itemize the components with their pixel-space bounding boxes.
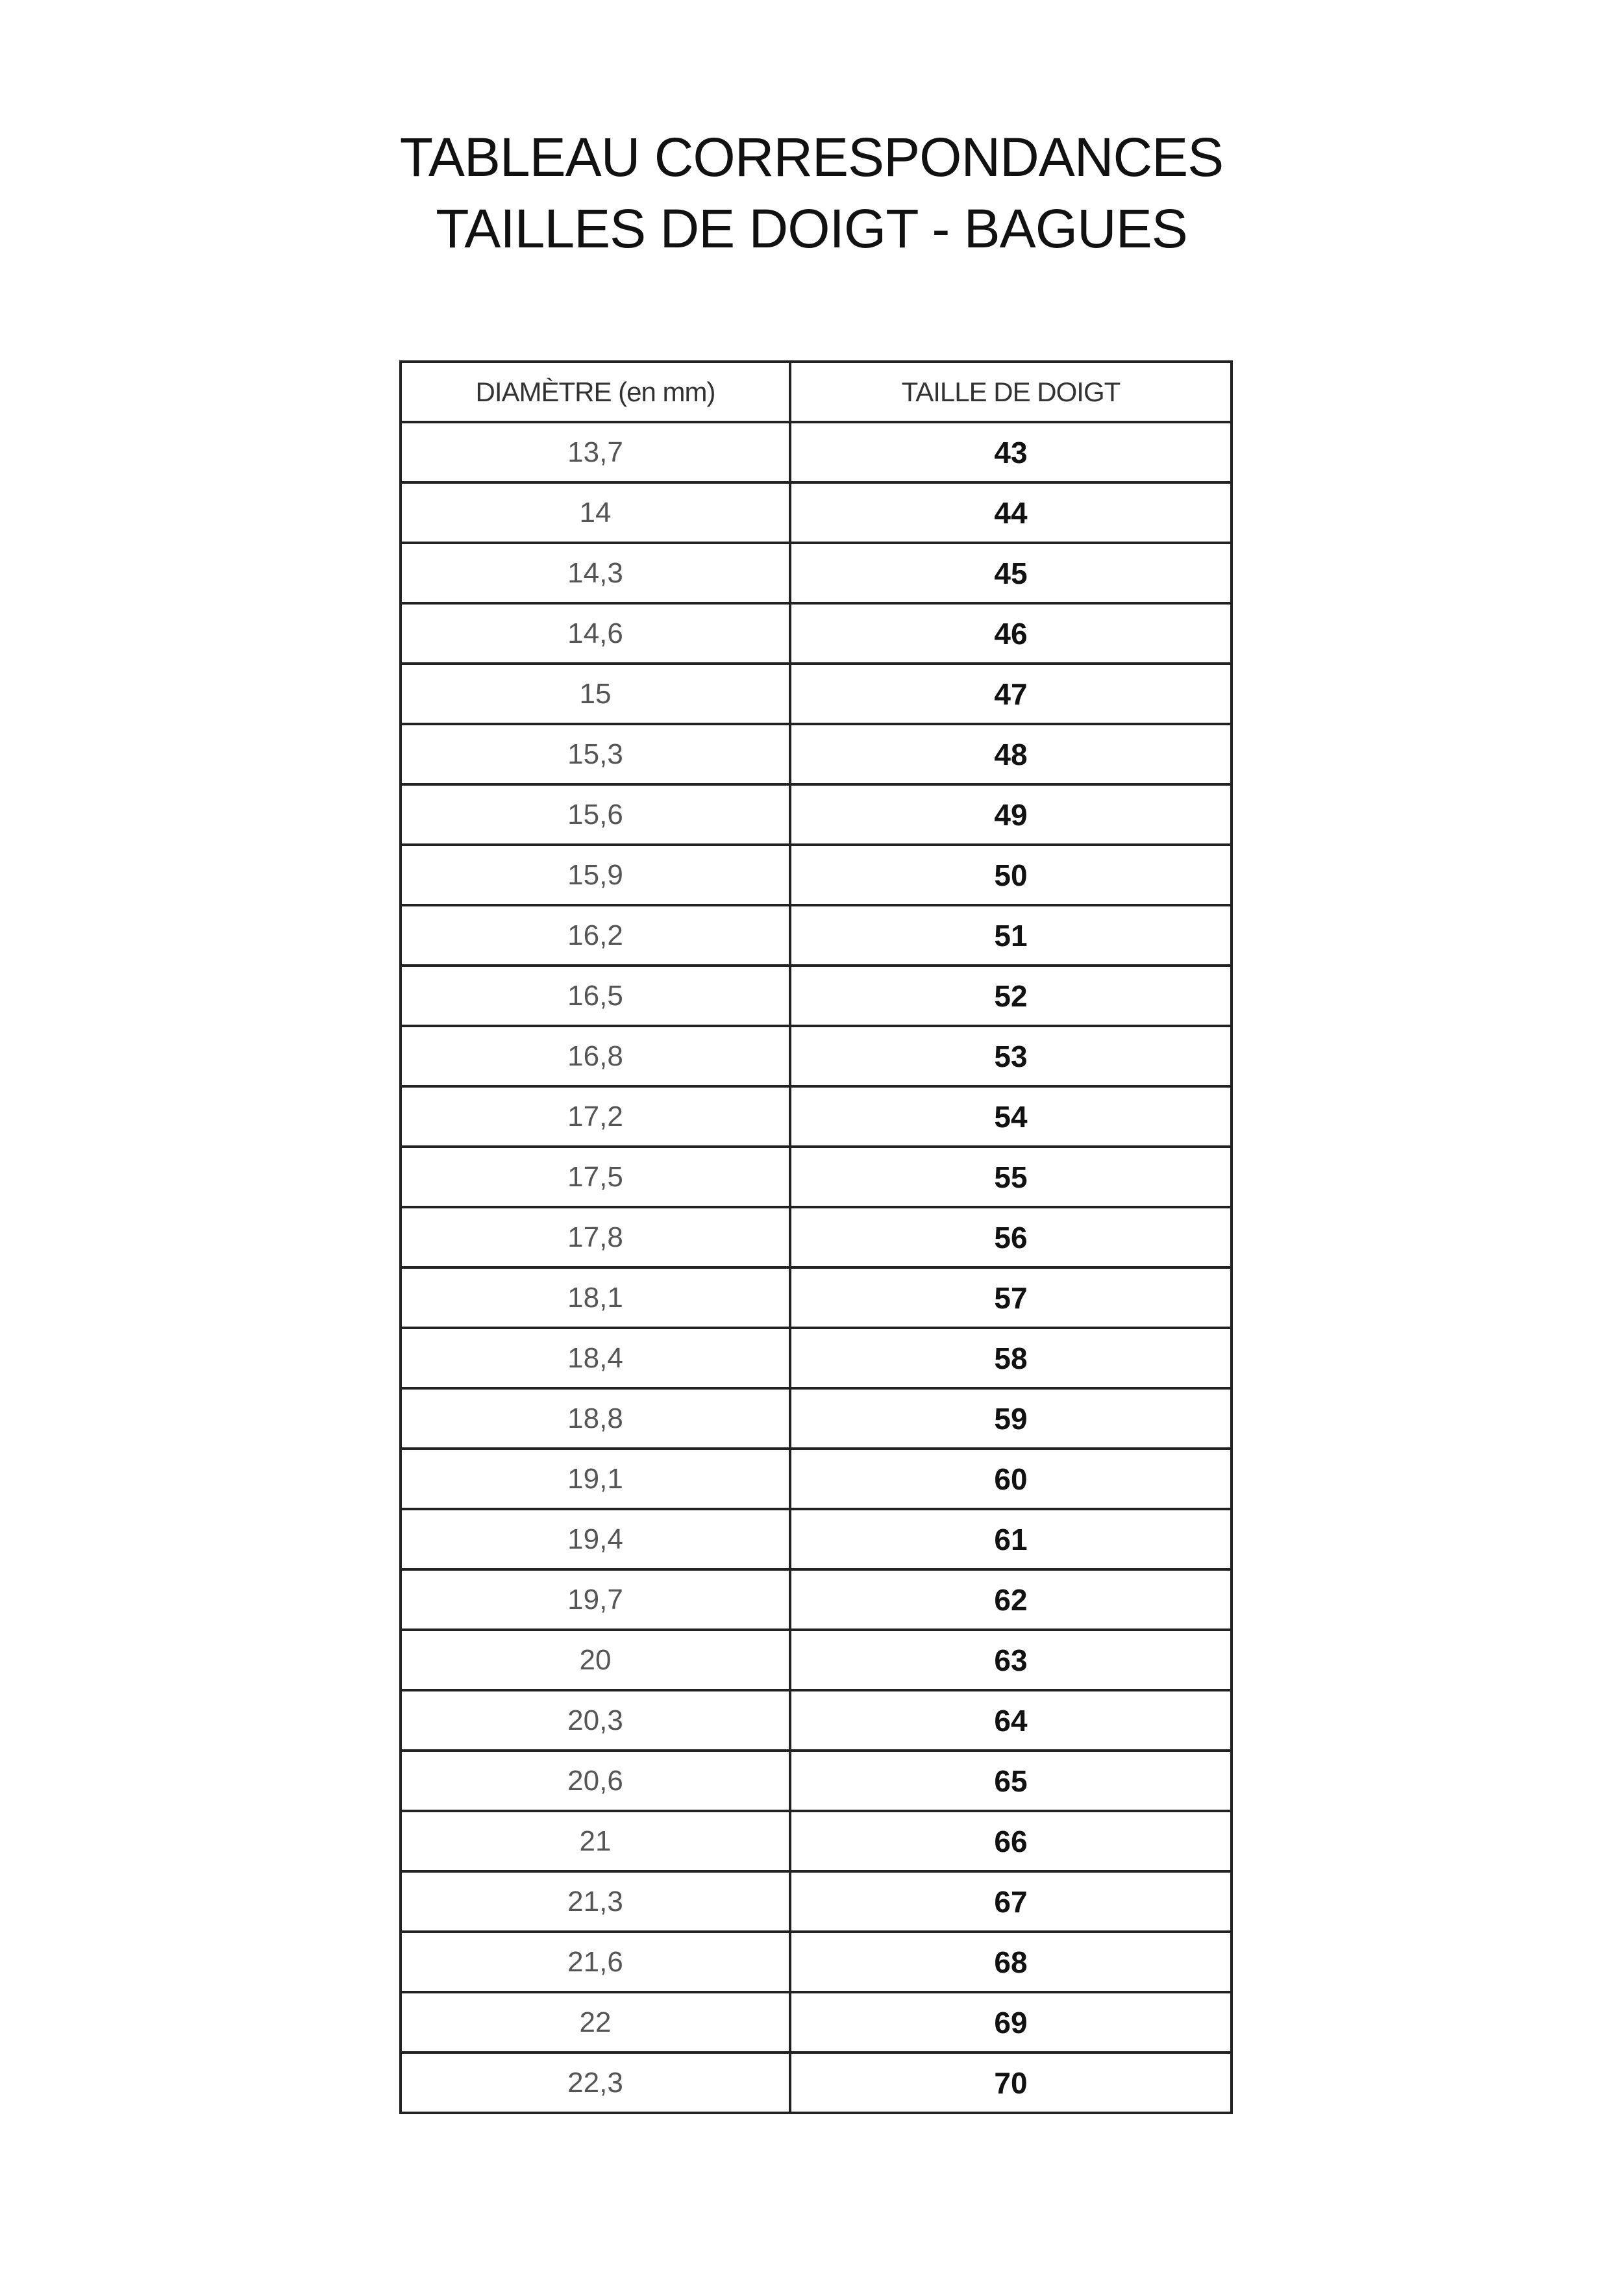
diameter-cell: 18,4 [401,1328,790,1388]
diameter-cell: 20 [401,1630,790,1690]
finger-size-cell: 45 [790,543,1232,603]
diameter-cell: 20,6 [401,1751,790,1811]
table-row [401,543,1232,603]
finger-size-cell: 43 [790,422,1232,482]
diameter-cell: 19,1 [401,1449,790,1509]
finger-size-cell: 69 [790,1992,1232,2053]
finger-size-cell: 66 [790,1811,1232,1871]
table-row [401,845,1232,905]
table-row [401,1992,1232,2053]
finger-size-cell: 65 [790,1751,1232,1811]
finger-size-cell: 62 [790,1569,1232,1630]
column-header-diameter: DIAMÈTRE (en mm) [401,362,790,422]
table-row [401,1267,1232,1328]
finger-size-cell: 52 [790,966,1232,1026]
diameter-cell: 14,6 [401,603,790,664]
table-row [401,1147,1232,1207]
finger-size-cell: 54 [790,1086,1232,1147]
finger-size-cell: 61 [790,1509,1232,1569]
table-row [401,1388,1232,1449]
finger-size-cell: 56 [790,1207,1232,1267]
diameter-cell: 14 [401,482,790,543]
finger-size-cell: 58 [790,1328,1232,1388]
diameter-cell: 15,6 [401,784,790,845]
table-row [401,1751,1232,1811]
finger-size-cell: 67 [790,1871,1232,1932]
finger-size-cell: 49 [790,784,1232,845]
table-row [401,1026,1232,1086]
table-row [401,1509,1232,1569]
table-row [401,1328,1232,1388]
diameter-cell: 14,3 [401,543,790,603]
finger-size-cell: 60 [790,1449,1232,1509]
table-row [401,1207,1232,1267]
diameter-cell: 21,3 [401,1871,790,1932]
table-row [401,482,1232,543]
finger-size-cell: 50 [790,845,1232,905]
diameter-cell: 19,7 [401,1569,790,1630]
table-row [401,784,1232,845]
table-row [401,1932,1232,1992]
diameter-cell: 16,2 [401,905,790,966]
diameter-cell: 17,2 [401,1086,790,1147]
table-header-row [401,362,1232,422]
diameter-cell: 22 [401,1992,790,2053]
table-row [401,1871,1232,1932]
finger-size-cell: 57 [790,1267,1232,1328]
diameter-cell: 17,8 [401,1207,790,1267]
finger-size-cell: 68 [790,1932,1232,1992]
table-row [401,905,1232,966]
diameter-cell: 16,5 [401,966,790,1026]
page-title-line-1: TABLEAU CORRESPONDANCES [399,127,1224,188]
finger-size-cell: 63 [790,1630,1232,1690]
diameter-cell: 20,3 [401,1690,790,1751]
finger-size-cell: 53 [790,1026,1232,1086]
ring-size-table [399,360,1233,2114]
finger-size-cell: 70 [790,2053,1232,2113]
finger-size-cell: 55 [790,1147,1232,1207]
table-row [401,1811,1232,1871]
page-title-line-2: TAILLES DE DOIGT - BAGUES [436,198,1187,259]
diameter-cell: 15,9 [401,845,790,905]
finger-size-cell: 59 [790,1388,1232,1449]
finger-size-cell: 51 [790,905,1232,966]
diameter-cell: 15,3 [401,724,790,784]
table-row [401,603,1232,664]
finger-size-cell: 48 [790,724,1232,784]
diameter-cell: 17,5 [401,1147,790,1207]
table-row [401,1690,1232,1751]
table-row [401,724,1232,784]
table-row [401,1086,1232,1147]
table-row [401,422,1232,482]
finger-size-cell: 46 [790,603,1232,664]
diameter-cell: 13,7 [401,422,790,482]
table-row [401,966,1232,1026]
diameter-cell: 15 [401,664,790,724]
diameter-cell: 19,4 [401,1509,790,1569]
finger-size-cell: 47 [790,664,1232,724]
diameter-cell: 22,3 [401,2053,790,2113]
table-row [401,1630,1232,1690]
finger-size-cell: 44 [790,482,1232,543]
diameter-cell: 18,8 [401,1388,790,1449]
table-row [401,1569,1232,1630]
diameter-cell: 16,8 [401,1026,790,1086]
table-row [401,1449,1232,1509]
finger-size-cell: 64 [790,1690,1232,1751]
diameter-cell: 21 [401,1811,790,1871]
column-header-finger-size: TAILLE DE DOIGT [790,362,1232,422]
table-row [401,664,1232,724]
table-body [401,422,1232,2113]
diameter-cell: 21,6 [401,1932,790,1992]
table-row [401,2053,1232,2113]
diameter-cell: 18,1 [401,1267,790,1328]
